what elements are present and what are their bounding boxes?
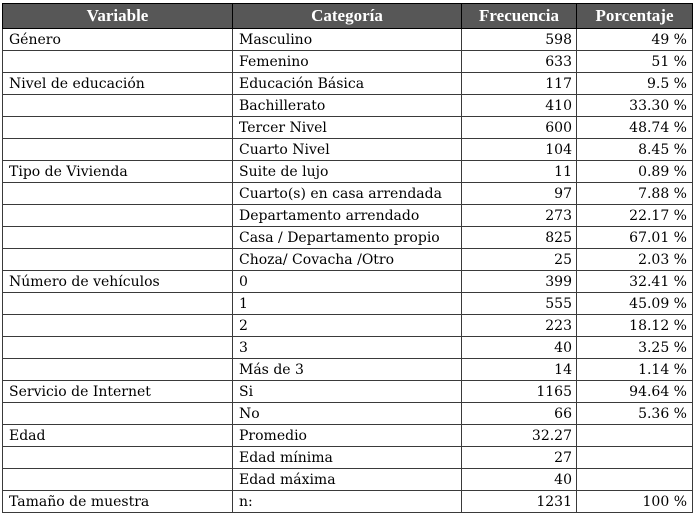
cell-variable: Nivel de educación — [3, 73, 233, 95]
cell-frequency: 32.27 — [462, 425, 577, 447]
cell-percentage: 67.01 % — [577, 227, 693, 249]
table-row — [3, 403, 693, 425]
cell-variable — [3, 359, 233, 381]
cell-percentage: 94.64 % — [577, 381, 693, 403]
cell-variable — [3, 447, 233, 469]
table-body — [3, 29, 693, 513]
table-row — [3, 95, 693, 117]
table-row — [3, 227, 693, 249]
cell-category: 0 — [233, 271, 462, 293]
header-percentage: Porcentaje — [577, 4, 693, 29]
cell-variable — [3, 293, 233, 315]
table-row — [3, 51, 693, 73]
cell-percentage: 8.45 % — [577, 139, 693, 161]
table-row — [3, 29, 693, 51]
cell-percentage: 32.41 % — [577, 271, 693, 293]
cell-percentage: 5.36 % — [577, 403, 693, 425]
cell-frequency: 40 — [462, 469, 577, 491]
header-category: Categoría — [233, 4, 462, 29]
cell-percentage: 45.09 % — [577, 293, 693, 315]
cell-percentage: 22.17 % — [577, 205, 693, 227]
cell-frequency: 825 — [462, 227, 577, 249]
cell-percentage: 9.5 % — [577, 73, 693, 95]
cell-frequency: 1231 — [462, 491, 577, 513]
cell-category: 2 — [233, 315, 462, 337]
cell-frequency: 11 — [462, 161, 577, 183]
table-row — [3, 183, 693, 205]
cell-variable — [3, 469, 233, 491]
table-row — [3, 359, 693, 381]
cell-frequency: 25 — [462, 249, 577, 271]
cell-category: Edad máxima — [233, 469, 462, 491]
cell-frequency: 14 — [462, 359, 577, 381]
table-row — [3, 161, 693, 183]
cell-category: Femenino — [233, 51, 462, 73]
table-row — [3, 447, 693, 469]
demographics-table — [2, 3, 693, 513]
cell-frequency: 40 — [462, 337, 577, 359]
cell-percentage: 18.12 % — [577, 315, 693, 337]
header-variable: Variable — [3, 4, 233, 29]
cell-category: Más de 3 — [233, 359, 462, 381]
table-row — [3, 117, 693, 139]
cell-variable — [3, 183, 233, 205]
cell-frequency: 600 — [462, 117, 577, 139]
header-frequency: Frecuencia — [462, 4, 577, 29]
cell-frequency: 273 — [462, 205, 577, 227]
cell-category: Educación Básica — [233, 73, 462, 95]
cell-frequency: 117 — [462, 73, 577, 95]
cell-variable — [3, 315, 233, 337]
cell-variable — [3, 51, 233, 73]
cell-percentage: 2.03 % — [577, 249, 693, 271]
table-row — [3, 491, 693, 513]
cell-variable: Edad — [3, 425, 233, 447]
cell-variable — [3, 249, 233, 271]
cell-frequency: 223 — [462, 315, 577, 337]
table-row — [3, 337, 693, 359]
cell-variable — [3, 337, 233, 359]
cell-category: 3 — [233, 337, 462, 359]
table-row — [3, 315, 693, 337]
cell-percentage — [577, 469, 693, 491]
table-row — [3, 381, 693, 403]
cell-category: Casa / Departamento propio — [233, 227, 462, 249]
cell-category: Choza/ Covacha /Otro — [233, 249, 462, 271]
cell-frequency: 97 — [462, 183, 577, 205]
table-row — [3, 205, 693, 227]
cell-percentage: 1.14 % — [577, 359, 693, 381]
cell-frequency: 1165 — [462, 381, 577, 403]
cell-frequency: 27 — [462, 447, 577, 469]
cell-percentage: 33.30 % — [577, 95, 693, 117]
cell-variable: Tipo de Vivienda — [3, 161, 233, 183]
cell-percentage: 3.25 % — [577, 337, 693, 359]
table-row — [3, 469, 693, 491]
cell-variable: Servicio de Internet — [3, 381, 233, 403]
cell-category: No — [233, 403, 462, 425]
cell-frequency: 399 — [462, 271, 577, 293]
cell-percentage: 0.89 % — [577, 161, 693, 183]
cell-category: Departamento arrendado — [233, 205, 462, 227]
cell-category: Cuarto Nivel — [233, 139, 462, 161]
cell-category: Edad mínima — [233, 447, 462, 469]
cell-variable: Género — [3, 29, 233, 51]
header-row — [3, 4, 693, 29]
cell-percentage: 7.88 % — [577, 183, 693, 205]
cell-category: Tercer Nivel — [233, 117, 462, 139]
cell-category: Masculino — [233, 29, 462, 51]
cell-variable — [3, 95, 233, 117]
table-row — [3, 73, 693, 95]
table-row — [3, 425, 693, 447]
cell-variable — [3, 139, 233, 161]
cell-category: Bachillerato — [233, 95, 462, 117]
cell-percentage — [577, 447, 693, 469]
cell-percentage: 49 % — [577, 29, 693, 51]
cell-variable: Tamaño de muestra — [3, 491, 233, 513]
cell-category: Promedio — [233, 425, 462, 447]
cell-frequency: 598 — [462, 29, 577, 51]
cell-percentage: 48.74 % — [577, 117, 693, 139]
cell-variable — [3, 117, 233, 139]
cell-frequency: 633 — [462, 51, 577, 73]
cell-variable — [3, 403, 233, 425]
cell-percentage: 51 % — [577, 51, 693, 73]
cell-category: n: — [233, 491, 462, 513]
cell-category: Cuarto(s) en casa arrendada — [233, 183, 462, 205]
cell-variable — [3, 227, 233, 249]
cell-frequency: 555 — [462, 293, 577, 315]
cell-frequency: 410 — [462, 95, 577, 117]
cell-frequency: 66 — [462, 403, 577, 425]
cell-percentage — [577, 425, 693, 447]
table-row — [3, 271, 693, 293]
cell-frequency: 104 — [462, 139, 577, 161]
cell-category: 1 — [233, 293, 462, 315]
table-row — [3, 293, 693, 315]
cell-category: Suite de lujo — [233, 161, 462, 183]
cell-variable: Número de vehículos — [3, 271, 233, 293]
table-row — [3, 249, 693, 271]
cell-category: Si — [233, 381, 462, 403]
cell-percentage: 100 % — [577, 491, 693, 513]
table-row — [3, 139, 693, 161]
cell-variable — [3, 205, 233, 227]
